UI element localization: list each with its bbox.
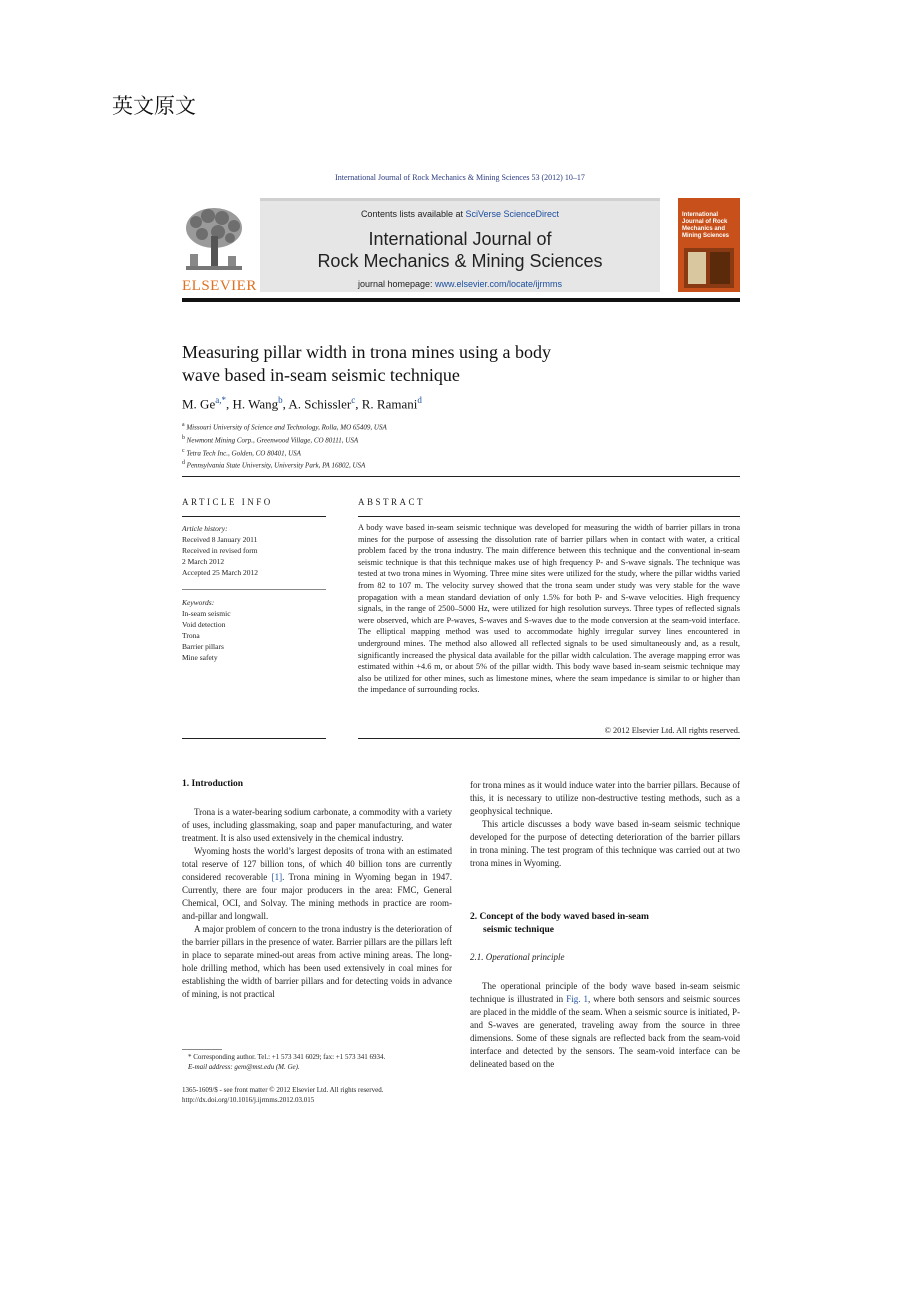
section-heading-concept xyxy=(470,911,649,937)
figure-link[interactable]: Fig. 1 xyxy=(566,994,588,1004)
affiliation-list xyxy=(182,420,387,471)
front-matter xyxy=(182,1085,482,1105)
history-line: Accepted 25 March 2012 xyxy=(182,568,259,577)
paragraph: Wyoming hosts the world’s largest deposits of trona with an estimated total reserve of 127 billion tons, of which 40 billion tons are currently considered recoverable [1]. Trona mining in Wyoming began in 1947. Currently, there are four major producers in the area: FMC, General Chemical, OCI, and Solvay. The mining methods in practice are room-and-pillar and longwall. xyxy=(182,846,453,921)
keyword: Void detection xyxy=(182,620,226,629)
keyword: Mine safety xyxy=(182,653,218,662)
sciencedirect-link[interactable]: SciVerse ScienceDirect xyxy=(465,209,560,219)
section-heading-line: 2. Concept of the body waved based in-seam xyxy=(470,912,649,922)
contents-prefix: Contents lists available at xyxy=(360,209,466,219)
cover-photo-icon xyxy=(684,248,734,288)
keyword: In-seam seismic xyxy=(182,609,231,618)
right-column-text-bottom xyxy=(470,980,740,1071)
paragraph: This article discusses a body wave based in-seam seismic technique developed for the purpose of detecting deterioration of the barrier pillars in trona mining. The test program of this technique was carried out at two trona mines in Wyoming. xyxy=(470,819,740,868)
doi-line[interactable]: http://dx.doi.org/10.1016/j.ijrmms.2012.03.015 xyxy=(182,1096,315,1104)
article-title: Measuring pillar width in trona mines using a body wave based in-seam seismic technique xyxy=(182,342,551,385)
abstract-copyright: © 2012 Elsevier Ltd. All rights reserved. xyxy=(604,726,740,735)
author-sup[interactable]: a,* xyxy=(215,395,226,405)
affiliation: $^d$ Pennsylvania State University, University Park, PA 16802, USA xyxy=(182,460,366,470)
reference-link[interactable]: [1] xyxy=(271,872,283,882)
history-label: Article history: xyxy=(182,524,228,533)
publisher-name: ELSEVIER xyxy=(182,278,257,294)
affiliation: $^c$ Tetra Tech Inc., Golden, CO 80401, USA xyxy=(182,447,301,457)
keyword: Barrier pillars xyxy=(182,642,224,651)
banner-center xyxy=(260,201,660,292)
banner-bottom-rule xyxy=(182,298,740,302)
keyword: Trona xyxy=(182,631,200,640)
author-sup[interactable]: b xyxy=(278,395,283,405)
homepage-prefix: journal homepage: xyxy=(357,279,436,289)
homepage-line xyxy=(260,279,660,289)
paragraph: A major problem of concern to the trona industry is the deterioration of the barrier pillars in the presence of water. Barrier pillars are the pillars left in place to separate mined-out areas from active mining areas. The long-hole drilling method, which has been used extensively in coal mines for establishing the width of barrier pillars and for detecting voids in advance of mining, is not practical xyxy=(182,924,452,999)
paragraph: Trona is a water-bearing sodium carbonate, a commodity with a variety of uses, including glassmaking, soap and paper manufacturing, and water treatment. It is also used extensively in the chemical industry. xyxy=(182,807,452,843)
journal-title-line-1: International Journal of xyxy=(368,229,552,249)
header-divider xyxy=(182,476,740,477)
author-sup[interactable]: c xyxy=(351,395,356,405)
issn-line: 1365-1609/$ - see front matter © 2012 Elsevier Ltd. All rights reserved. xyxy=(182,1086,384,1094)
footnote-block xyxy=(188,1052,452,1072)
info-mid-rule xyxy=(182,589,326,590)
journal-banner xyxy=(182,198,740,296)
email-note[interactable]: E-mail address: gem@mst.edu (M. Ge). xyxy=(188,1063,300,1071)
corresponding-author-note: * Corresponding author. Tel.: +1 573 341 6029; fax: +1 573 341 6934. xyxy=(188,1053,386,1061)
history-line: 2 March 2012 xyxy=(182,557,225,566)
author-list: M. $Ge^{a,*}$, H. Wang$^b$, A. Schissler$^c$, R. Ramani$^d$ xyxy=(182,395,422,412)
paragraph: The operational principle of the body wave based in-seam seismic technique is illustrated in Fig. 1, where both sensors and seismic sources are placed in the middle of the seam. When a seismic source is initiated, P- and S-waves are generated, traveling away from the source in three dimensions. Some of these signals are reflected back from the seam-void interface and detected by the sensors. The seam-void interface can be delineated based on the xyxy=(470,981,741,1069)
subsection-heading-operational-principle: 2.1. Operational principle xyxy=(470,952,565,962)
article-info-label: ARTICLE INFO xyxy=(182,497,273,507)
abstract-text: A body wave based in-seam seismic technique was developed for measuring the width of barrier pillars in trona mines for the purpose of assessing the dissolution rate of barrier pillars when in contact with water, a critical problem faced by the trona industry. The main difference between this technique and the conventional in-seam seismic technique is that this technique makes use of high frequency P- and S-wave signals. The technique was tested at two trona mines in Wyoming. Three mine sites were utilized for the study, where the pillar widths varied from 82 to 107 m. The velocity survey showed that the trona seam under study was very stable for the wave propagation with a mean standard deviation of only 1.5% for both P- and S-wave velocities. High frequency signals, in the range of 2500–5000 Hz, were utilized for high resolution surveys. Three types of reflected signals were observed, which are P-waves, S-waves and S-waves due to the mode conversion at the seam-void interface. The elliptical mapping method was used to accommodate highly irregular survey lines encountered in underground mines. The method also allowed all reflected signals to be used simultaneously and, as a result, significantly increased the physical data available for the pillar width calculation. The average mapping error was estimated within +4.6 m, or about 5% of the pillar width. This body wave based in-seam seismic technique may also be utilized for other mines, such as limestone mines, where the seam impedance is similar to or higher than the impedance of surrounding rocks. xyxy=(358,523,740,695)
journal-title-line-2: Rock Mechanics & Mining Sciences xyxy=(317,251,603,271)
journal-citation[interactable]: International Journal of Rock Mechanics & Mining Sciences 53 (2012) 10–17 xyxy=(335,173,585,182)
section-heading-introduction: 1. Introduction xyxy=(182,779,244,789)
author-name[interactable]: M. Ge xyxy=(182,396,216,412)
abstract-top-rule xyxy=(358,516,740,517)
paragraph: for trona mines as it would induce water into the barrier pillars. Because of this, it is necessary to utilize non-destructive testing methods, such as a geophysical technique. xyxy=(470,780,740,816)
affiliation: $^a$ Missouri University of Science and Technology, Rolla, MO 65409, USA xyxy=(182,422,387,432)
cover-title: International Journal of Rock Mechanics and Mining Sciences xyxy=(682,212,730,239)
info-bottom-rule xyxy=(182,738,326,739)
info-top-rule xyxy=(182,516,326,517)
author-name[interactable]: R. Ramani xyxy=(361,396,418,412)
footnote-rule xyxy=(182,1049,222,1050)
history-line: Received 8 January 2011 xyxy=(182,535,258,544)
section-heading-line: seismic technique xyxy=(483,925,554,935)
contents-line xyxy=(260,209,660,219)
homepage-link[interactable]: www.elsevier.com/locate/ijrmms xyxy=(435,279,563,289)
journal-cover-image xyxy=(678,198,740,292)
author-name[interactable]: A. Schissler xyxy=(288,396,352,412)
page-heading: 英文原文 xyxy=(112,94,196,118)
author-sup[interactable]: d xyxy=(417,395,422,405)
keywords xyxy=(182,597,326,663)
left-column-text xyxy=(182,806,452,1001)
keywords-label: Keywords: xyxy=(182,598,215,607)
abstract-label: ABSTRACT xyxy=(358,497,426,507)
right-column-text-top xyxy=(470,779,740,870)
affiliation: $^b$ Newmont Mining Corp., Greenwood Village, CO 80111, USA xyxy=(182,434,359,445)
abstract-bottom-rule xyxy=(358,738,740,739)
history-line: Received in revised form xyxy=(182,546,258,555)
article-history xyxy=(182,523,326,578)
author-name[interactable]: H. Wang xyxy=(232,396,279,412)
